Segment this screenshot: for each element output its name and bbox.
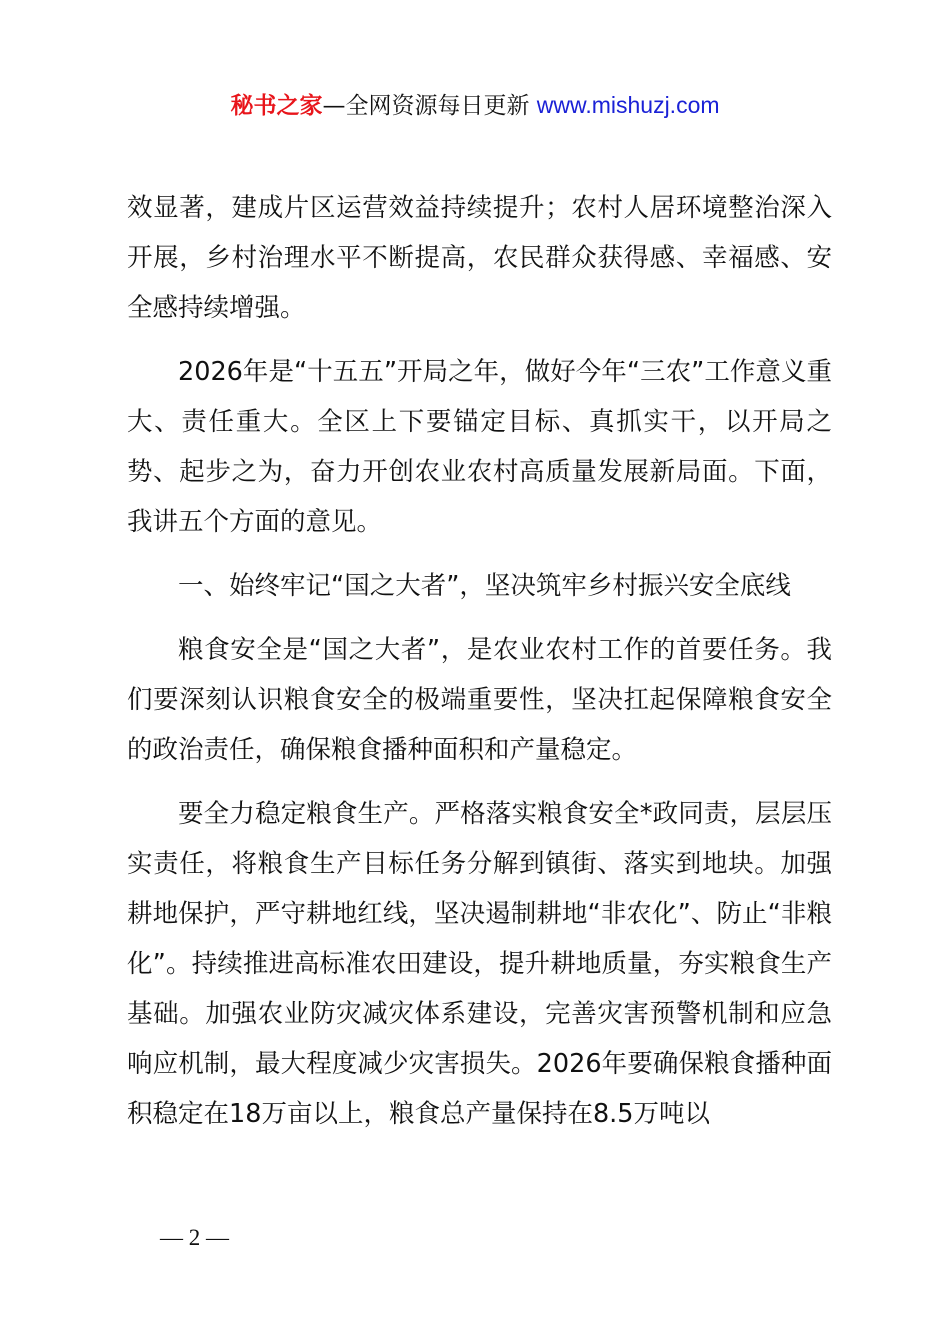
paragraph-food-security: 粮食安全是“国之大者”，是农业农村工作的首要任务。我们要深刻认识粮食安全的极端重要性，坚决扛起保障粮食安全的政治责任，确保粮食播种面积和产量稳定。 xyxy=(127,635,832,765)
section-heading: 一、始终牢记“国之大者”，坚决筑牢乡村振兴安全底线 xyxy=(178,571,791,601)
document-body xyxy=(127,183,832,1153)
site-url-link[interactable]: www.mishuzj.com xyxy=(536,92,720,118)
paragraph-intro: 2026年是“十五五”开局之年，做好今年“三农”工作意义重大、责任重大。全区上下要锚定目标、真抓实干，以开局之势、起步之为，奋力开创农业农村高质量发展新局面。下面，我讲五个方面的意见。 xyxy=(127,357,832,537)
watermark-header xyxy=(0,88,950,123)
paragraph-grain-production: 要全力稳定粮食生产。严格落实粮食安全*政同责，层层压实责任，将粮食生产目标任务分解到镇街、落实到地块。加强耕地保护，严守耕地红线，坚决遏制耕地“非农化”、防止“非粮化”。持续推进高标准农田建设，提升耕地质量，夯实粮食生产基础。加强农业防灾减灾体系建设，完善灾害预警机制和应急响应机制，最大程度减少灾害损失。2026年要确保粮食播种面积稳定在18万亩以上，粮食总产量保持在8.5万吨以 xyxy=(127,799,832,1129)
paragraph-continuation: 效显著，建成片区运营效益持续提升；农村人居环境整治深入开展，乡村治理水平不断提高，农民群众获得感、幸福感、安全感持续增强。 xyxy=(127,193,832,323)
brand-name: 秘书之家 xyxy=(230,93,323,119)
page-number: — 2 — xyxy=(160,1225,229,1250)
header-tagline: —全网资源每日更新 xyxy=(322,93,530,119)
